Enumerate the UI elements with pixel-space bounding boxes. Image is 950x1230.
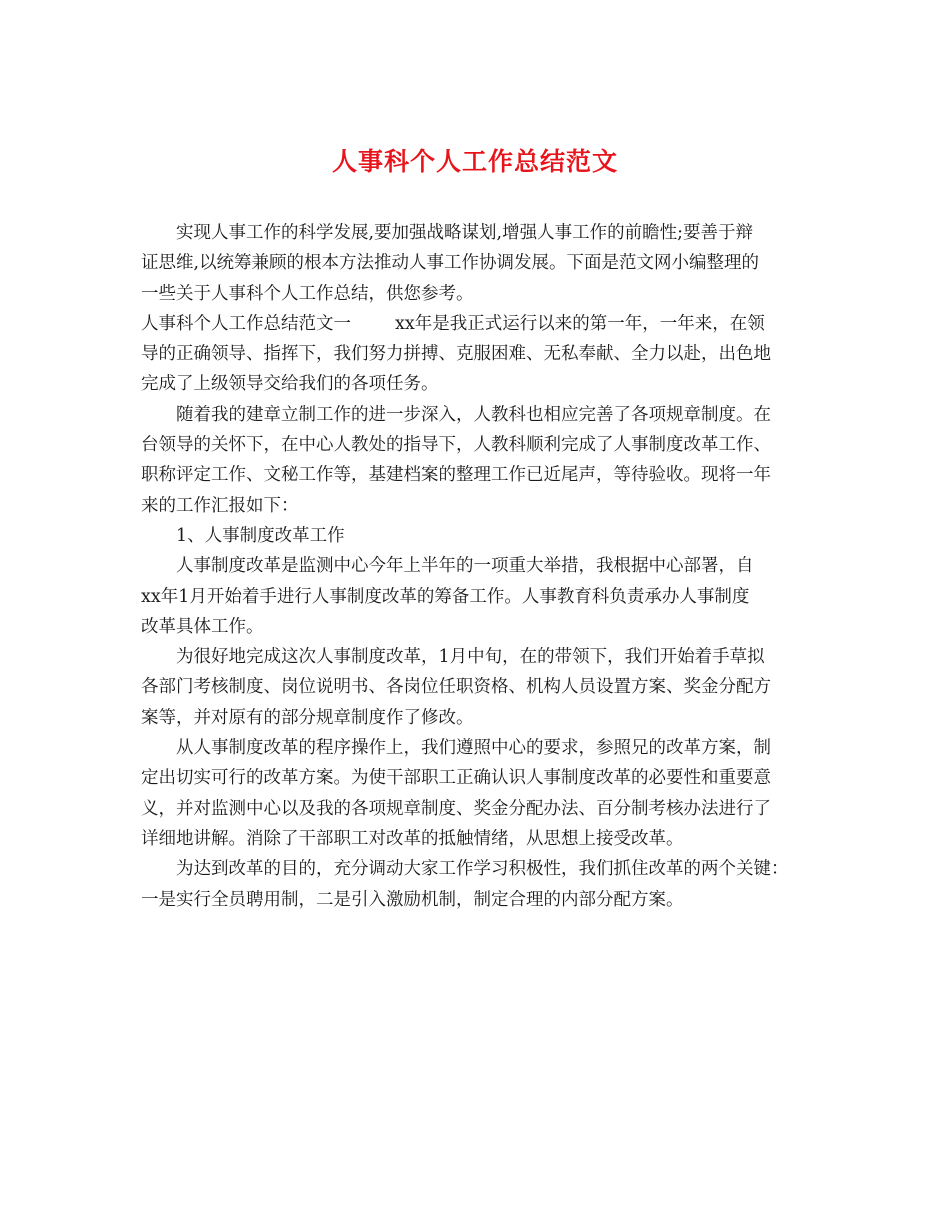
document-title: 人事科个人工作总结范文 — [331, 147, 618, 176]
paragraph-line: 从人事制度改革的程序操作上，我们遵照中心的要求，参照兄的改革方案，制 — [176, 738, 771, 759]
paragraph-line: 改革具体工作。 — [141, 616, 264, 637]
paragraph-line: 为很好地完成这次人事制度改革，1月中旬，在的带领下，我们开始着手草拟 — [176, 647, 765, 668]
document-body — [141, 218, 831, 915]
paragraph-line: 导的正确领导、指挥下，我们努力拼搏、克服困难、无私奉献、全力以赴，出色地 — [141, 344, 771, 365]
section-heading: 人事科个人工作总结范文一 — [141, 313, 351, 334]
paragraph-text: xx年是我正式运行以来的第一年，一年来，在领 — [395, 313, 765, 334]
paragraph-line: 随着我的建章立制工作的进一步深入，人教科也相应完善了各项规章制度。在 — [176, 404, 771, 425]
section-heading-line — [141, 309, 831, 339]
paragraph-line: 各部门考核制度、岗位说明书、各岗位任职资格、机构人员设置方案、奖金分配方 — [141, 677, 771, 698]
paragraph-line: 台领导的关怀下，在中心人教处的指导下，人教科顺利完成了人事制度改革工作、 — [141, 435, 771, 456]
paragraph-line: 来的工作汇报如下： — [141, 495, 299, 516]
paragraph-line: 一是实行全员聘用制，二是引入激励机制，制定合理的内部分配方案。 — [141, 889, 684, 910]
subheading-line: 1、人事制度改革工作 — [176, 525, 345, 546]
paragraph-line: 实现人事工作的科学发展,要加强战略谋划,增强人事工作的前瞻性;要善于辩 — [176, 223, 754, 243]
paragraph-line: 详细地讲解。消除了干部职工对改革的抵触情绪，从思想上接受改革。 — [141, 828, 684, 849]
paragraph-line: 人事制度改革是监测中心今年上半年的一项重大举措，我根据中心部署，自 — [176, 556, 754, 577]
paragraph-line: 职称评定工作、文秘工作等，基建档案的整理工作已近尾声，等待验收。现将一年 — [141, 465, 771, 486]
paragraph-line: 一些关于人事科个人工作总结，供您参考。 — [141, 283, 474, 304]
paragraph-line: 完成了上级领导交给我们的各项任务。 — [141, 374, 439, 395]
paragraph-line: 证思维,以统筹兼顾的根本方法推动人事工作协调发展。下面是范文网小编整理的 — [141, 253, 760, 274]
paragraph-line: 定出切实可行的改革方案。为使干部职工正确认识人事制度改革的必要性和重要意 — [141, 768, 771, 789]
paragraph-line: 义，并对监测中心以及我的各项规章制度、奖金分配办法、百分制考核办法进行了 — [141, 798, 771, 819]
paragraph-line: 为达到改革的目的，充分调动大家工作学习积极性，我们抓住改革的两个关键： — [176, 859, 789, 880]
paragraph-line: xx年1月开始着手进行人事制度改革的筹备工作。人事教育科负责承办人事制度 — [141, 586, 750, 607]
paragraph-line: 案等，并对原有的部分规章制度作了修改。 — [141, 707, 474, 728]
